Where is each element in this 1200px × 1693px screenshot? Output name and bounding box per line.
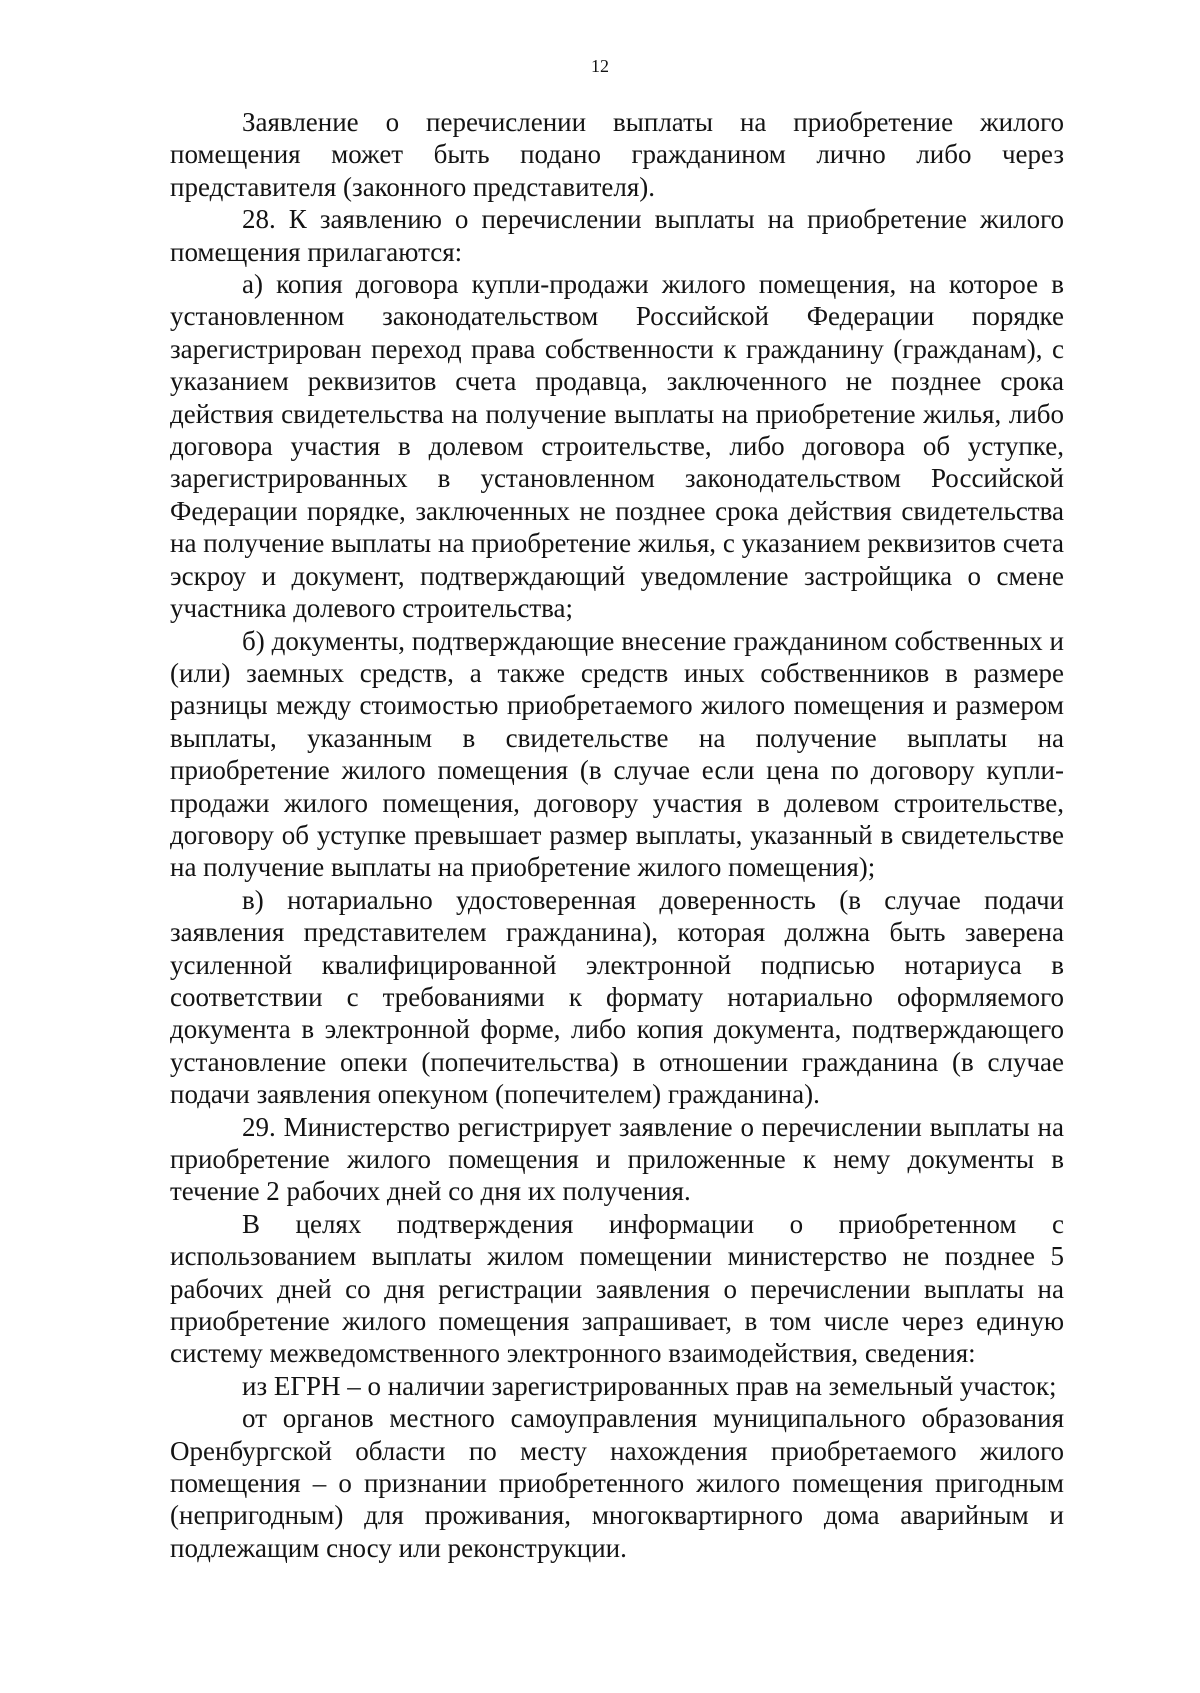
paragraph-item-28-a: а) копия договора купли-продажи жилого помещения, на которое в установленном законодательством Российской Федерации порядке зарегистрирован переход права собственности к гражданину (гражданам), с указанием реквизитов счета продавца, заключенного не позднее срока действия свидетельства на получение выплаты на приобретение жилья, либо договора участия в долевом строительстве, либо договора об уступке, зарегистрированных в установленном законодательством Российской Федерации порядке, заключенных не позднее срока действия свидетельства на получение выплаты на приобретение жилья, с указанием реквизитов счета эскроу и документ, подтверждающий уведомление застройщика о смене участника долевого строительства;: [170, 269, 1064, 624]
paragraph-item-28: 28. К заявлению о перечислении выплаты на приобретение жилого помещения прилагаются:: [170, 204, 1064, 267]
document-body: [170, 106, 1064, 1564]
paragraph-item-28-b: б) документы, подтверждающие внесение гражданином собственных и (или) заемных средств, а также средств иных собственников в размере разницы между стоимостью приобретаемого жилого помещения и размером выплаты, указанным в свидетельстве на получение выплаты на приобретение жилого помещения (в случае если цена по договору купли-продажи жилого помещения, договору участия в долевом строительстве, договору об уступке превышает размер выплаты, указанный в свидетельстве на получение выплаты на приобретение жилого помещения);: [170, 625, 1064, 883]
paragraph-local-authorities: от органов местного самоуправления муниципального образования Оренбургской области по месту нахождения приобретаемого жилого помещения – о признании приобретенного жилого помещения пригодным (непригодным) для проживания, многоквартирного дома аварийным и подлежащим сносу или реконструкции.: [170, 1403, 1064, 1563]
page-number: 12: [591, 56, 609, 76]
paragraph-egrn: из ЕГРН – о наличии зарегистрированных прав на земельный участок;: [242, 1370, 1057, 1401]
paragraph-item-29: 29. Министерство регистрирует заявление о перечислении выплаты на приобретение жилого помещения и приложенные к нему документы в течение 2 рабочих дней со дня их получения.: [170, 1111, 1064, 1207]
paragraph-application-submission: Заявление о перечислении выплаты на приобретение жилого помещения может быть подано гражданином лично либо через представителя (законного представителя).: [170, 107, 1064, 202]
paragraph-verification: В целях подтверждения информации о приобретенном с использованием выплаты жилом помещении министерство не позднее 5 рабочих дней со дня регистрации заявления о перечислении выплаты на приобретение жилого помещения запрашивает, в том числе через единую систему межведомственного электронного взаимодействия, сведения:: [170, 1208, 1064, 1369]
paragraph-item-28-v: в) нотариально удостоверенная доверенность (в случае подачи заявления представителем гражданина), которая должна быть заверена усиленной квалифицированной электронной подписью нотариуса в соответствии с требованиями к формату нотариально оформляемого документа в электронной форме, либо копия документа, подтверждающего установление опеки (попечительства) в отношении гражданина (в случае подачи заявления опекуном (попечителем) гражданина).: [170, 884, 1064, 1110]
